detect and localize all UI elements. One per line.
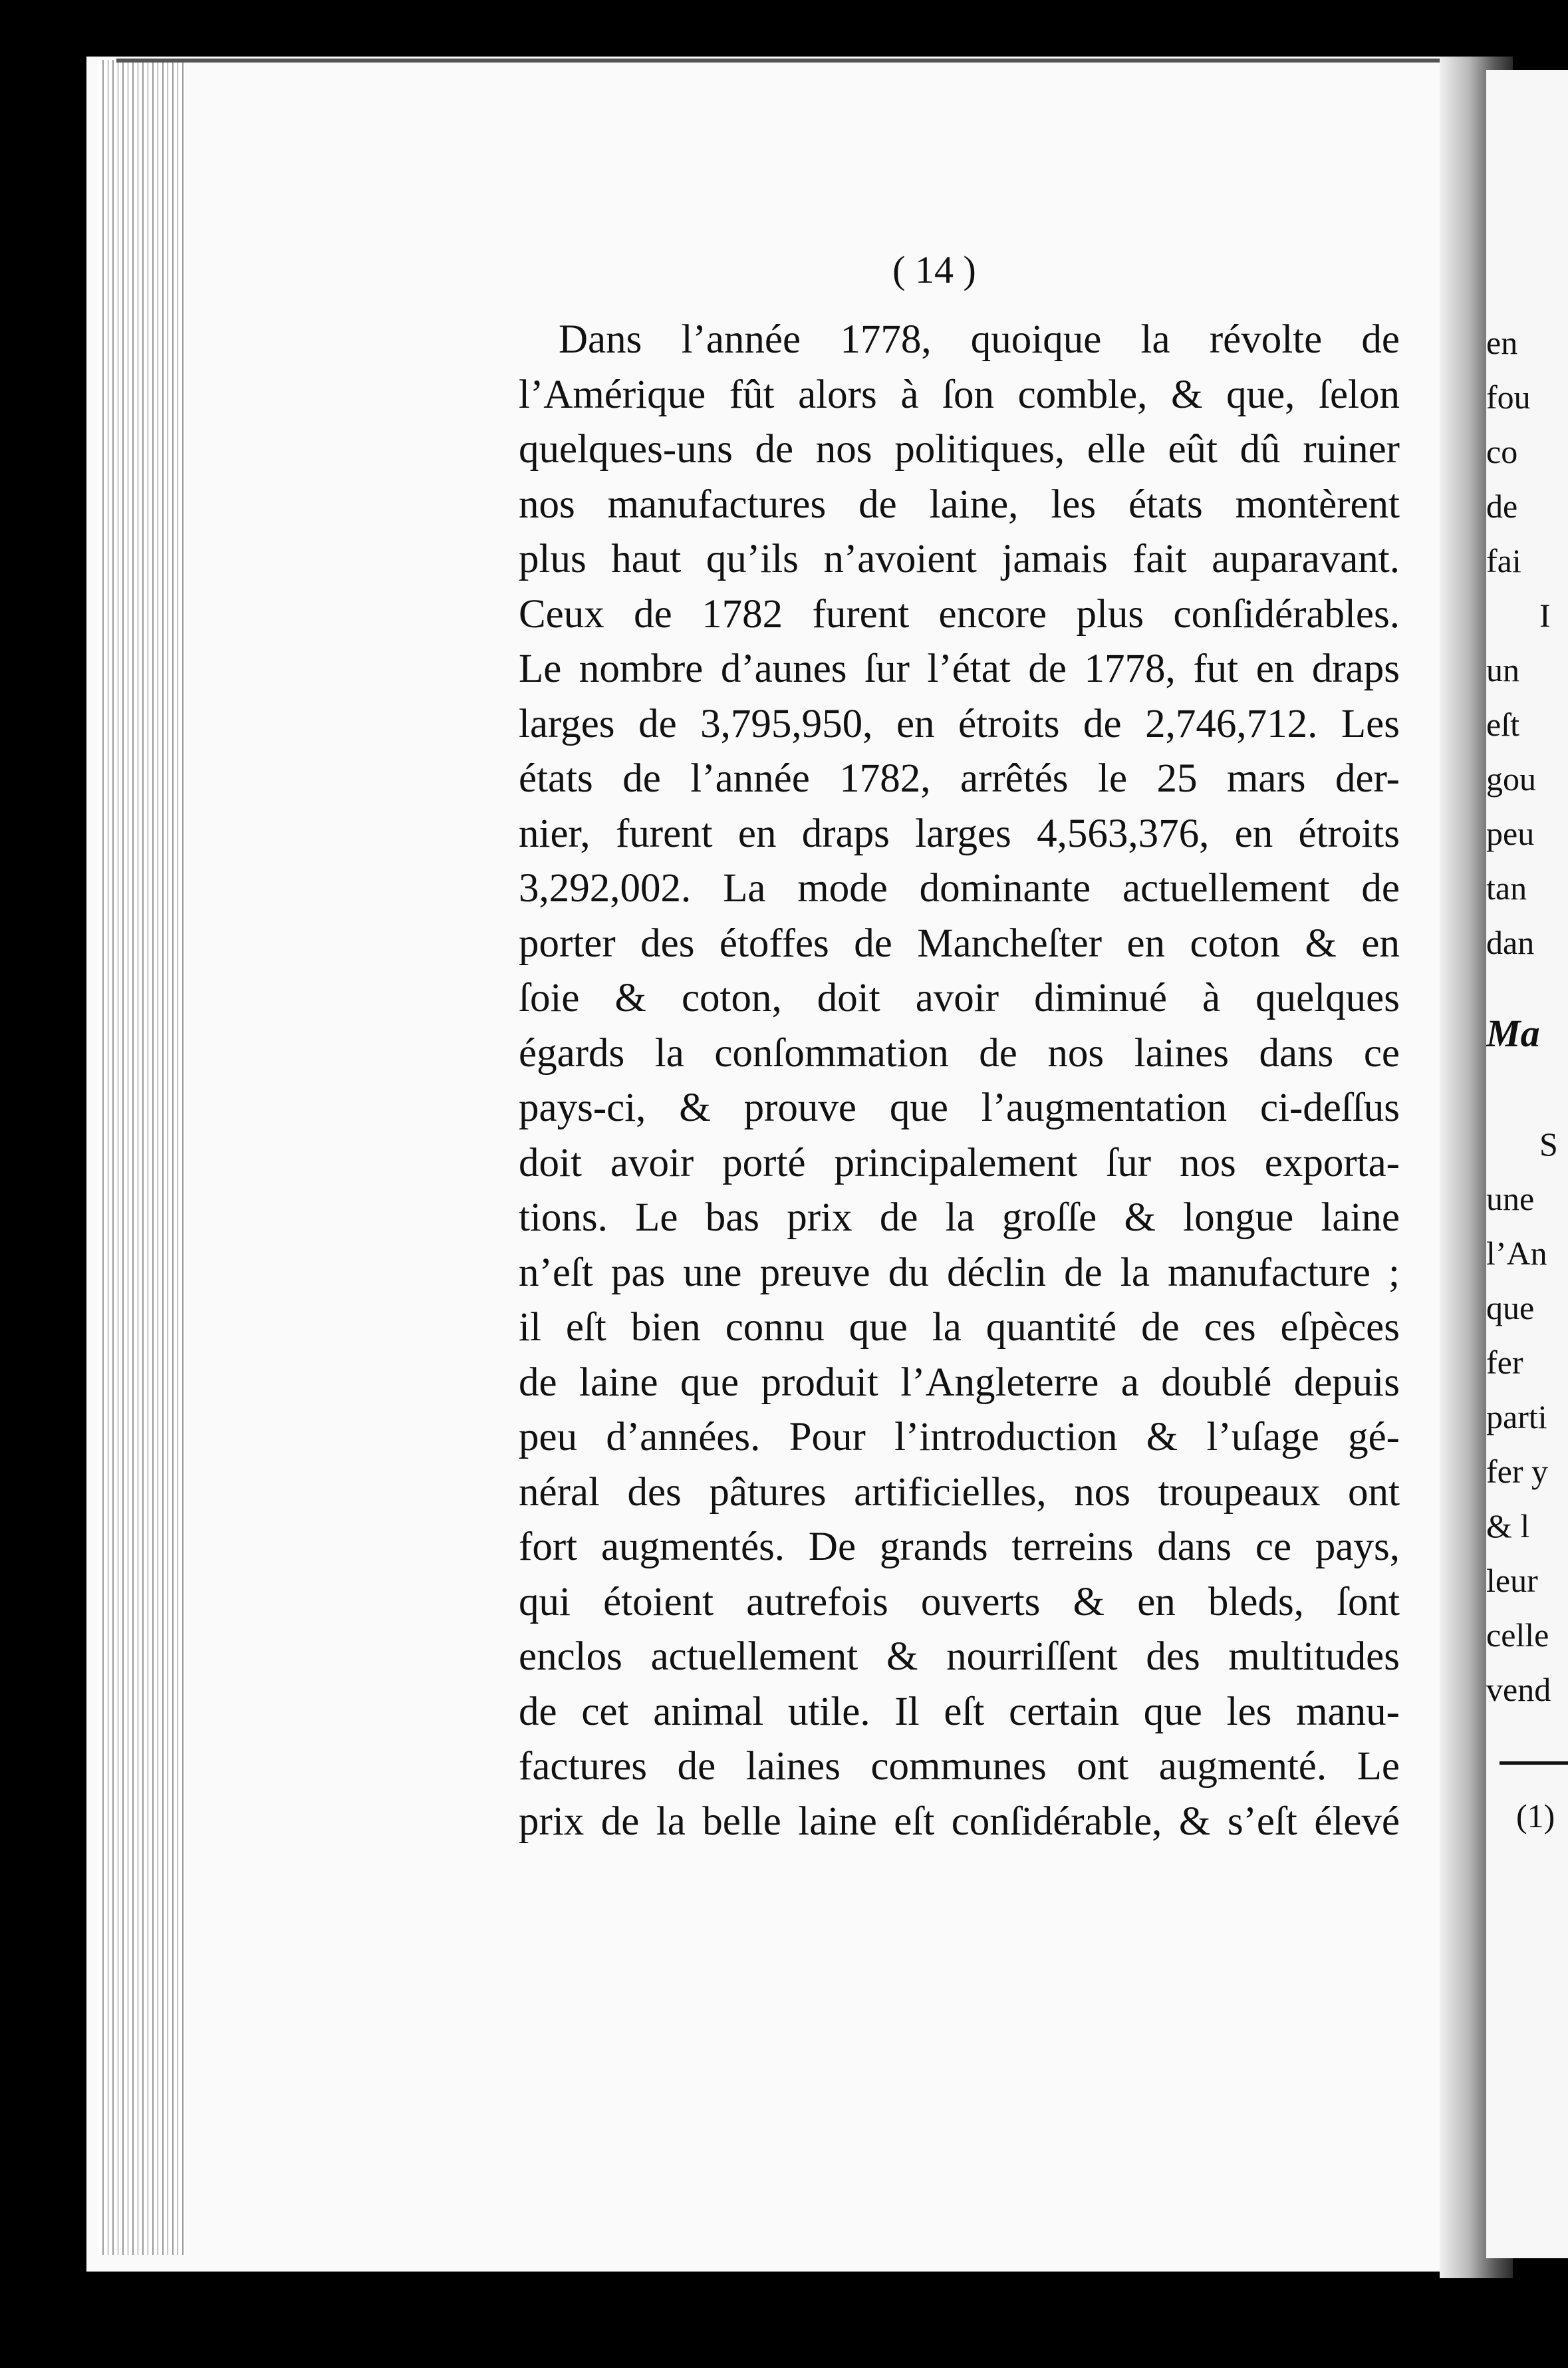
right-fragment: en	[1486, 324, 1518, 361]
text-line: plus haut qu’ils n’avoient jamais fait auparavant.	[519, 537, 1400, 581]
text-line: il eſt bien connu que la quantité de ces eſpèces	[519, 1305, 1400, 1350]
text-line: porter des étoffes de Mancheſter en coton & en	[519, 921, 1400, 966]
text-line: Le nombre d’aunes ſur l’état de 1778, fut en draps	[519, 647, 1400, 691]
text-line: états de l’année 1782, arrêtés le 25 mars der-	[519, 756, 1400, 801]
right-fragment: celle	[1486, 1616, 1549, 1654]
text-line: nos manufactures de laine, les états montèrent	[519, 482, 1400, 527]
text-line: tions. Le bas prix de la groſſe & longue laine	[519, 1195, 1400, 1240]
page-edges	[98, 60, 185, 2255]
footnote-rule	[1500, 1761, 1568, 1765]
text-line: quelques-uns de nos politiques, elle eût dû ruiner	[519, 427, 1400, 472]
right-fragment: un	[1486, 651, 1519, 688]
right-fragment: eſt	[1486, 706, 1519, 743]
right-fragment: fer y	[1486, 1453, 1548, 1490]
text-line: prix de la belle laine eſt conſidérable, & s’eſt élevé	[519, 1799, 1400, 1844]
footnote-marker: (1)	[1516, 1797, 1555, 1835]
right-fragment: parti	[1486, 1398, 1547, 1435]
text-line: pays-ci, & prouve que l’augmentation ci-deſſus	[519, 1086, 1400, 1130]
right-fragment: fai	[1486, 542, 1521, 579]
right-fragment: S	[1539, 1125, 1558, 1163]
page-number: ( 14 )	[892, 248, 976, 291]
right-fragment: fou	[1486, 378, 1531, 416]
right-fragment: dan	[1486, 924, 1535, 961]
right-fragment: I	[1539, 597, 1551, 634]
right-fragment: que	[1486, 1289, 1535, 1326]
right-fragment: une	[1486, 1180, 1535, 1217]
right-fragment: fer	[1486, 1344, 1523, 1381]
right-fragment: leur	[1486, 1562, 1538, 1599]
text-line: néral des pâtures artificielles, nos troupeaux ont	[519, 1469, 1400, 1515]
text-line: doit avoir porté principalement ſur nos exporta-	[519, 1140, 1400, 1185]
text-line: n’eſt pas une preuve du déclin de la manufacture ;	[519, 1250, 1400, 1295]
text-line: de laine que produit l’Angleterre a doublé depuis	[519, 1360, 1400, 1405]
text-line: de cet animal utile. Il eſt certain que les manu-	[519, 1689, 1400, 1734]
text-line: Dans l’année 1778, quoique la révolte de	[559, 317, 1400, 362]
right-heading-fragment: Ma	[1486, 1012, 1540, 1055]
text-line: peu d’années. Pour l’introduction & l’uſage gé-	[519, 1415, 1400, 1459]
text-line: 3,292,002. La mode dominante actuellement de	[519, 866, 1400, 911]
right-fragment: l’An	[1486, 1235, 1547, 1272]
text-line: larges de 3,795,950, en étroits de 2,746,712. Les	[519, 701, 1400, 746]
top-edge-line	[116, 59, 1446, 63]
right-fragment: tan	[1486, 869, 1527, 907]
right-fragment: & l	[1486, 1507, 1530, 1545]
text-line: Ceux de 1782 furent encore plus conſidérables.	[519, 591, 1400, 637]
text-line: enclos actuellement & nourriſſent des multitudes	[519, 1634, 1400, 1679]
right-page	[1486, 70, 1568, 2258]
right-fragment: co	[1486, 433, 1518, 470]
text-line: ſoie & coton, doit avoir diminué à quelques	[519, 976, 1400, 1020]
right-fragment: gou	[1486, 760, 1536, 798]
right-fragment: de	[1486, 488, 1518, 525]
body-text	[519, 313, 1400, 1849]
right-fragment: vend	[1486, 1671, 1551, 1708]
text-line: égards la conſommation de nos laines dans ce	[519, 1030, 1400, 1076]
text-line: factures de laines communes ont augmenté. Le	[519, 1744, 1400, 1789]
text-line: nier, furent en draps larges 4,563,376, en étroits	[519, 811, 1400, 856]
text-line: qui étoient autrefois ouverts & en bleds, ſont	[519, 1579, 1400, 1624]
text-line: l’Amérique fût alors à ſon comble, & que, ſelon	[519, 372, 1400, 417]
right-fragment: peu	[1486, 815, 1535, 852]
text-line: fort augmentés. De grands terreins dans ce pays,	[519, 1525, 1400, 1569]
